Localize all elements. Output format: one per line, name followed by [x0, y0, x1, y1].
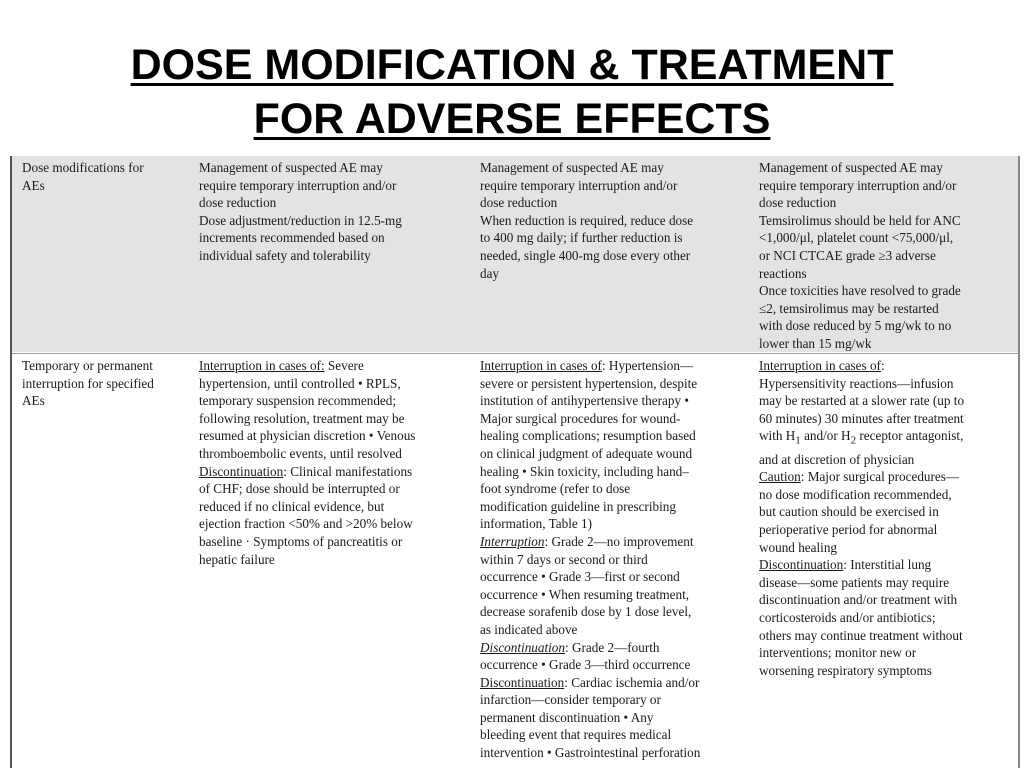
table-row-dose-modifications	[12, 156, 1018, 352]
table-cell: Management of suspected AE may require temporary interruption and/or dose reduction When reduction is required, reduce dose to 400 mg daily; if further reduction is needed, single 400-mg dose every other day	[480, 160, 694, 281]
table-row-interruption	[12, 353, 1018, 768]
slide-title	[0, 38, 1024, 146]
row-label: Temporary or permanent interruption for specified AEs	[22, 358, 154, 409]
table-cell: Interruption in cases of: Severe hypertension, until controlled • RPLS, temporary suspension recommended; following resolution, treatment may be resumed at physician discretion • Venous thromboembolic events, until resolved Discontinuation: Clinical manifestations of CHF; dose should be interrupted or reduced if no clinical evidence, but ejection fraction <50% and >20% below baseline · Symptoms of pancreatitis or hepatic failure	[199, 358, 416, 567]
slide-title-line-1: DOSE MODIFICATION & TREATMENT	[130, 41, 894, 89]
table-cell: Management of suspected AE may require temporary interruption and/or dose reduction Temsirolimus should be held for ANC <1,000/μl, platelet count <75,000/μl, or NCI CTCAE grade ≥3 adverse reactions Once toxicities have resolved to grade ≤2, temsirolimus may be restarted with dose reduced by 5 mg/wk to no lower than 15 mg/wk	[759, 160, 961, 351]
dose-modification-table	[10, 156, 1020, 768]
row-label: Dose modifications for AEs	[22, 160, 144, 193]
table-cell: Interruption in cases of: Hypertension— severe or persistent hypertension, despite institution of antihypertensive therapy • Major surgical procedures for wound- healing complications; resumption based on clinical judgment of adequate wound healing • Skin toxicity, including hand– foot syndrome (refer to dose modification guideline in prescribing information, Table 1) Interruption: Grade 2—no improvement within 7 days or second or third occurrence • Grade 3—first or second occurrence • When resuming treatment, decrease sorafenib dose by 1 dose level, as indicated above Discontinuation: Grade 2—fourth occurrence • Grade 3—third occurrence Discontinuation: Cardiac ischemia and/or infarction—consider temporary or permanent discontinuation • Any bleeding event that requires medical intervention • Gastrointestinal perforation	[480, 358, 701, 761]
table-cell: Interruption in cases of: Hypersensitivity reactions—infusion may be restarted at a slower rate (up to 60 minutes) 30 minutes after treatment with $H_1$ and/or $H_2$ receptor antagonist, and at discretion of physician Caution: Major surgical procedures— no dose modification recommended, but caution should be exercised in perioperative period for abnormal wound healing Discontinuation: Interstitial lung disease—some patients may require discontinuation and/or treatment with corticosteroids and/or antibiotics; others may continue treatment without interventions; monitor new or worsening respiratory symptoms	[759, 358, 965, 678]
slide-title-line-2: FOR ADVERSE EFFECTS	[253, 95, 771, 143]
table-cell: Management of suspected AE may require temporary interruption and/or dose reduction Dose adjustment/reduction in 12.5-mg increments recommended based on individual safety and tolerability	[199, 160, 402, 263]
